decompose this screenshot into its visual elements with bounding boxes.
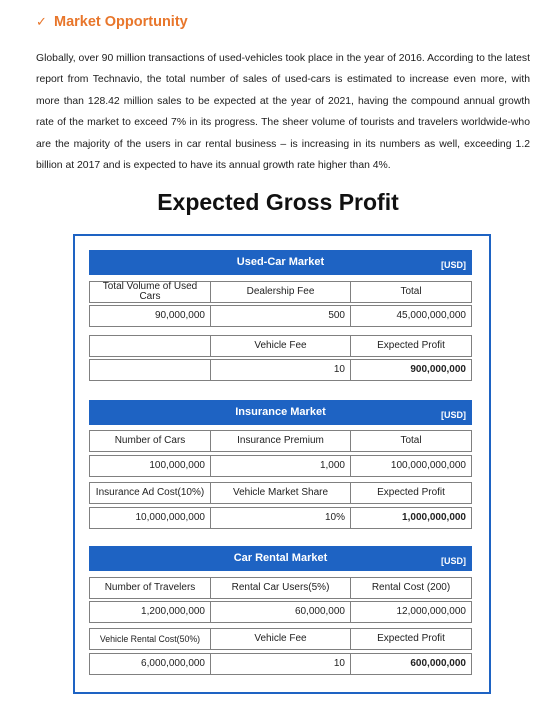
table-cell: Dealership Fee: [210, 281, 351, 303]
table-cell: Insurance Ad Cost(10%): [89, 482, 211, 504]
table-cell: 10,000,000,000: [89, 507, 211, 529]
table-cell: Total: [350, 281, 472, 303]
table-unit: [USD]: [441, 260, 466, 270]
table-title: Used-Car Market: [236, 256, 325, 268]
table-cell: 500: [210, 305, 351, 327]
table-cell: Number of Travelers: [89, 577, 211, 599]
table-row: [89, 305, 472, 327]
table-cell: [89, 359, 211, 381]
section-title: Market Opportunity: [54, 14, 188, 30]
table-header-insurance: [89, 400, 472, 425]
table-row: [89, 653, 472, 675]
table-cell: 60,000,000: [210, 601, 351, 623]
table-row: [89, 335, 472, 357]
table-cell: Vehicle Rental Cost(50%): [89, 628, 211, 650]
table-title: Car Rental Market: [233, 552, 328, 564]
section-heading: [36, 14, 188, 30]
table-cell: Expected Profit: [350, 628, 472, 650]
intro-paragraph: Globally, over 90 million transactions of used-vehicles took place in the year of 2016. According to the latest report from Technavio, the total number of sales of used-cars is estimated to increase even more, with more than 128.42 million sales to be expected at the year of 2021, having the compound annual growth rate of the market to exceed 7% in its progress. The sheer volume of tourists and travelers worldwide-who are the majority of the users in car rental business – is increasing in its numbers as well, exceeding 1.2 billion at 2017 and is expected to have its annual growth rate higher than 4%.: [36, 53, 530, 172]
table-row: [89, 601, 472, 623]
table-cell: 10%: [210, 507, 351, 529]
table-cell: 12,000,000,000: [350, 601, 472, 623]
table-cell: 10: [210, 359, 351, 381]
table-row: [89, 577, 472, 599]
table-cell: 600,000,000: [350, 653, 472, 675]
table-row: [89, 482, 472, 504]
table-cell: 100,000,000,000: [350, 455, 472, 477]
table-unit: [USD]: [441, 556, 466, 566]
table-cell: Vehicle Fee: [210, 335, 351, 357]
table-cell: Rental Cost (200): [350, 577, 472, 599]
table-cell: Expected Profit: [350, 335, 472, 357]
table-cell: Number of Cars: [89, 430, 211, 452]
table-cell: Total Volume of Used Cars: [89, 281, 211, 303]
table-cell: 1,000,000,000: [350, 507, 472, 529]
table-cell: Expected Profit: [350, 482, 472, 504]
table-row: [89, 455, 472, 477]
page-title: Expected Gross Profit: [157, 189, 399, 215]
table-cell: 1,200,000,000: [89, 601, 211, 623]
table-cell: 90,000,000: [89, 305, 211, 327]
check-icon: ✓: [36, 14, 47, 30]
table-cell: Total: [350, 430, 472, 452]
table-cell: 10: [210, 653, 351, 675]
table-cell: 1,000: [210, 455, 351, 477]
table-title: Insurance Market: [235, 406, 326, 418]
table-row: [89, 628, 472, 650]
table-row: [89, 281, 472, 303]
table-cell: [89, 335, 211, 357]
table-cell: 100,000,000: [89, 455, 211, 477]
table-header-used-car: [89, 250, 472, 275]
table-cell: Rental Car Users(5%): [210, 577, 351, 599]
table-header-car-rental: [89, 546, 472, 571]
table-row: [89, 430, 472, 452]
table-cell: 900,000,000: [350, 359, 472, 381]
table-row: [89, 359, 472, 381]
table-cell: Vehicle Market Share: [210, 482, 351, 504]
table-unit: [USD]: [441, 410, 466, 420]
table-cell: 45,000,000,000: [350, 305, 472, 327]
table-cell: Vehicle Fee: [210, 628, 351, 650]
table-cell: 6,000,000,000: [89, 653, 211, 675]
table-row: [89, 507, 472, 529]
table-cell: Insurance Premium: [210, 430, 351, 452]
